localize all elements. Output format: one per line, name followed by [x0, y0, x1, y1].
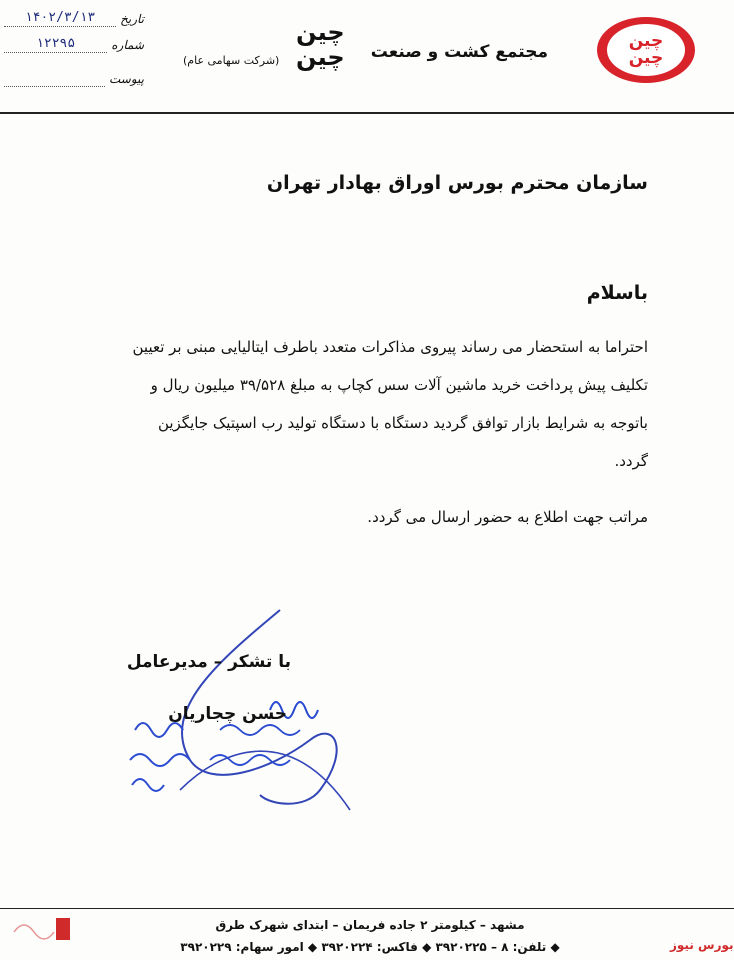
- company-logo-icon: [597, 17, 695, 83]
- logo-word-bottom: چین: [628, 48, 664, 68]
- body-line-1: احتراما به استحضار می رساند پیروی مذاکرات متعدد باطرف ایتالیایی مبنی بر تعیین: [132, 338, 648, 356]
- date-field: [4, 10, 144, 27]
- body-line-4: گردد.: [614, 452, 648, 470]
- signature-title: با تشکر – مدیرعامل: [126, 652, 291, 672]
- brand-word-top: چین: [296, 18, 345, 46]
- date-value: ۱۴۰۲/۳/۱۳: [4, 10, 116, 27]
- corner-logo-icon: [10, 914, 74, 944]
- attachment-value: [4, 70, 105, 87]
- attachment-label: پیوست: [109, 71, 144, 86]
- body-line-3: باتوجه به شرایط بازار توافق گردید دستگاه با دستگاه تولید رب اسپتیک جایگزین: [157, 414, 648, 432]
- signatory-name: حسن چجاریان: [168, 704, 287, 724]
- footer-contacts: ◆ تلفن: ۸ – ۳۹۲۰۲۲۵ ◆ فاکس: ۳۹۲۰۲۲۴ ◆ امور سهام: ۳۹۲۰۲۲۹: [180, 940, 560, 954]
- number-value: ۱۲۲۹۵: [4, 36, 107, 53]
- date-label: تاریخ: [120, 11, 144, 26]
- footer-address: مشهد – کیلومتر ۲ جاده فریمان – ابتدای شهرک طرق: [215, 918, 525, 932]
- header-divider: [0, 112, 734, 114]
- closing-line: مراتب جهت اطلاع به حضور ارسال می گردد.: [367, 508, 648, 526]
- attachment-field: [4, 70, 144, 87]
- logo-word-top: چین: [628, 31, 664, 51]
- brand-stack: [296, 20, 345, 70]
- salutation: باسلام: [586, 282, 648, 304]
- logo-inner: [607, 24, 685, 76]
- watermark: بورس نیوز: [670, 938, 734, 952]
- body-line-2: تکلیف پیش پرداخت خرید ماشین آلات سس کچاپ به مبلغ ۳۹/۵۲۸ میلیون ریال و: [150, 376, 648, 394]
- number-label: شماره: [111, 37, 144, 52]
- brand-word-bottom: چین: [296, 43, 345, 72]
- company-name: مجتمع کشت و صنعت: [370, 42, 548, 62]
- footer-divider: [0, 908, 734, 909]
- recipient: سازمان محترم بورس اوراق بهادار تهران: [266, 172, 648, 194]
- company-type: (شرکت سهامی عام): [183, 54, 280, 67]
- number-field: [4, 36, 144, 53]
